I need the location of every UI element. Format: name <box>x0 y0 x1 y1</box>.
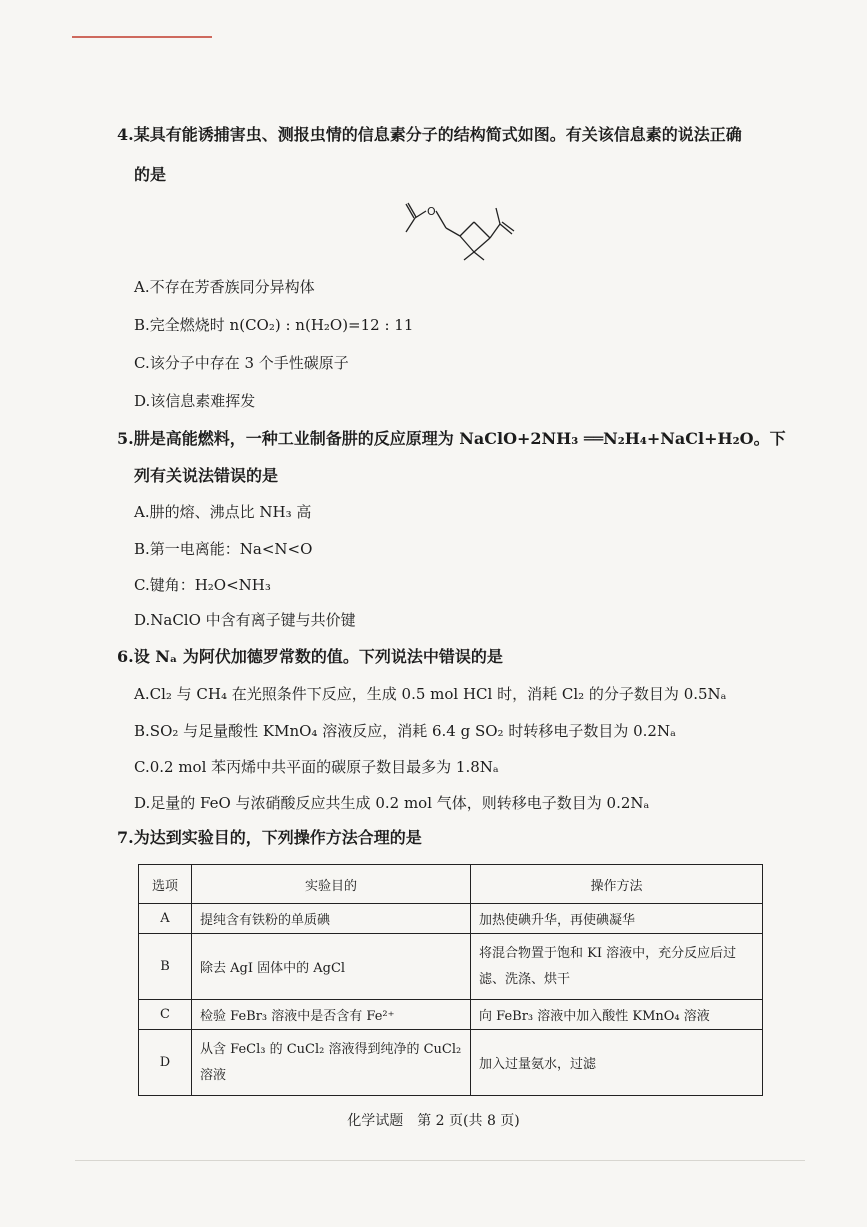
row-method: 将混合物置于饱和 KI 溶液中，充分反应后过滤、洗涤、烘干 <box>471 934 763 1000</box>
experiment-table <box>138 864 763 1096</box>
table-row <box>139 1000 763 1030</box>
header-option: 选项 <box>139 865 192 904</box>
page-footer: 化学试题 第 2 页(共 8 页) <box>347 1113 520 1129</box>
q5-stem-line1: 5.肼是高能燃料，一种工业制备肼的反应原理为 NaClO+2NH₃ ══N₂H₄+NaCl+H₂O。下 <box>117 429 786 448</box>
q5-option-c: C.键角：H₂O<NH₃ <box>134 576 271 594</box>
q4-option-c: C.该分子中存在 3 个手性碳原子 <box>134 354 349 372</box>
bottom-divider <box>75 1160 805 1161</box>
q6-option-d: D.足量的 FeO 与浓硝酸反应共生成 0.2 mol 气体，则转移电子数目为 0.2Nₐ <box>134 794 650 812</box>
q5-option-d: D.NaClO 中含有离子键与共价键 <box>134 611 356 629</box>
molecule-structure-diagram <box>402 198 532 262</box>
header-purpose: 实验目的 <box>192 865 471 904</box>
table-header-row <box>139 865 763 904</box>
row-option: A <box>139 904 192 934</box>
q4-stem-line2: 的是 <box>134 165 167 184</box>
row-purpose: 检验 FeBr₃ 溶液中是否含有 Fe²⁺ <box>192 1000 471 1030</box>
row-method: 加入过量氨水，过滤 <box>471 1030 763 1096</box>
q5-option-a: A.肼的熔、沸点比 NH₃ 高 <box>134 503 312 521</box>
top-decorative-rule <box>72 36 212 38</box>
q7-stem: 7.为达到实验目的，下列操作方法合理的是 <box>117 828 422 847</box>
row-purpose: 除去 AgI 固体中的 AgCl <box>192 934 471 1000</box>
row-method: 向 FeBr₃ 溶液中加入酸性 KMnO₄ 溶液 <box>471 1000 763 1030</box>
row-method: 加热使碘升华，再使碘凝华 <box>471 904 763 934</box>
q6-option-a: A.Cl₂ 与 CH₄ 在光照条件下反应，生成 0.5 mol HCl 时，消耗 Cl₂ 的分子数目为 0.5Nₐ <box>134 685 727 703</box>
q5-option-b: B.第一电离能：Na<N<O <box>134 540 313 558</box>
q4-option-b: B.完全燃烧时 n(CO₂) : n(H₂O)=12 : 11 <box>134 316 414 334</box>
q4-stem-line1: 4.某具有能诱捕害虫、测报虫情的信息素分子的结构简式如图。有关该信息素的说法正确 <box>117 125 742 144</box>
table-row <box>139 934 763 1000</box>
q6-stem: 6.设 Nₐ 为阿伏加德罗常数的值。下列说法中错误的是 <box>117 647 503 666</box>
table-row <box>139 904 763 934</box>
q6-option-b: B.SO₂ 与足量酸性 KMnO₄ 溶液反应，消耗 6.4 g SO₂ 时转移电子数目为 0.2Nₐ <box>134 722 676 740</box>
row-option: D <box>139 1030 192 1096</box>
row-option: C <box>139 1000 192 1030</box>
q4-option-d: D.该信息素难挥发 <box>134 392 256 410</box>
q6-option-c: C.0.2 mol 苯丙烯中共平面的碳原子数目最多为 1.8Nₐ <box>134 758 499 776</box>
row-option: B <box>139 934 192 1000</box>
row-purpose: 提纯含有铁粉的单质碘 <box>192 904 471 934</box>
q5-stem-line2: 列有关说法错误的是 <box>134 466 279 485</box>
table-row <box>139 1030 763 1096</box>
molecule-oxygen-label: O <box>427 205 436 218</box>
row-purpose: 从含 FeCl₃ 的 CuCl₂ 溶液得到纯净的 CuCl₂ 溶液 <box>192 1030 471 1096</box>
header-method: 操作方法 <box>471 865 763 904</box>
q4-option-a: A.不存在芳香族同分异构体 <box>134 278 315 296</box>
